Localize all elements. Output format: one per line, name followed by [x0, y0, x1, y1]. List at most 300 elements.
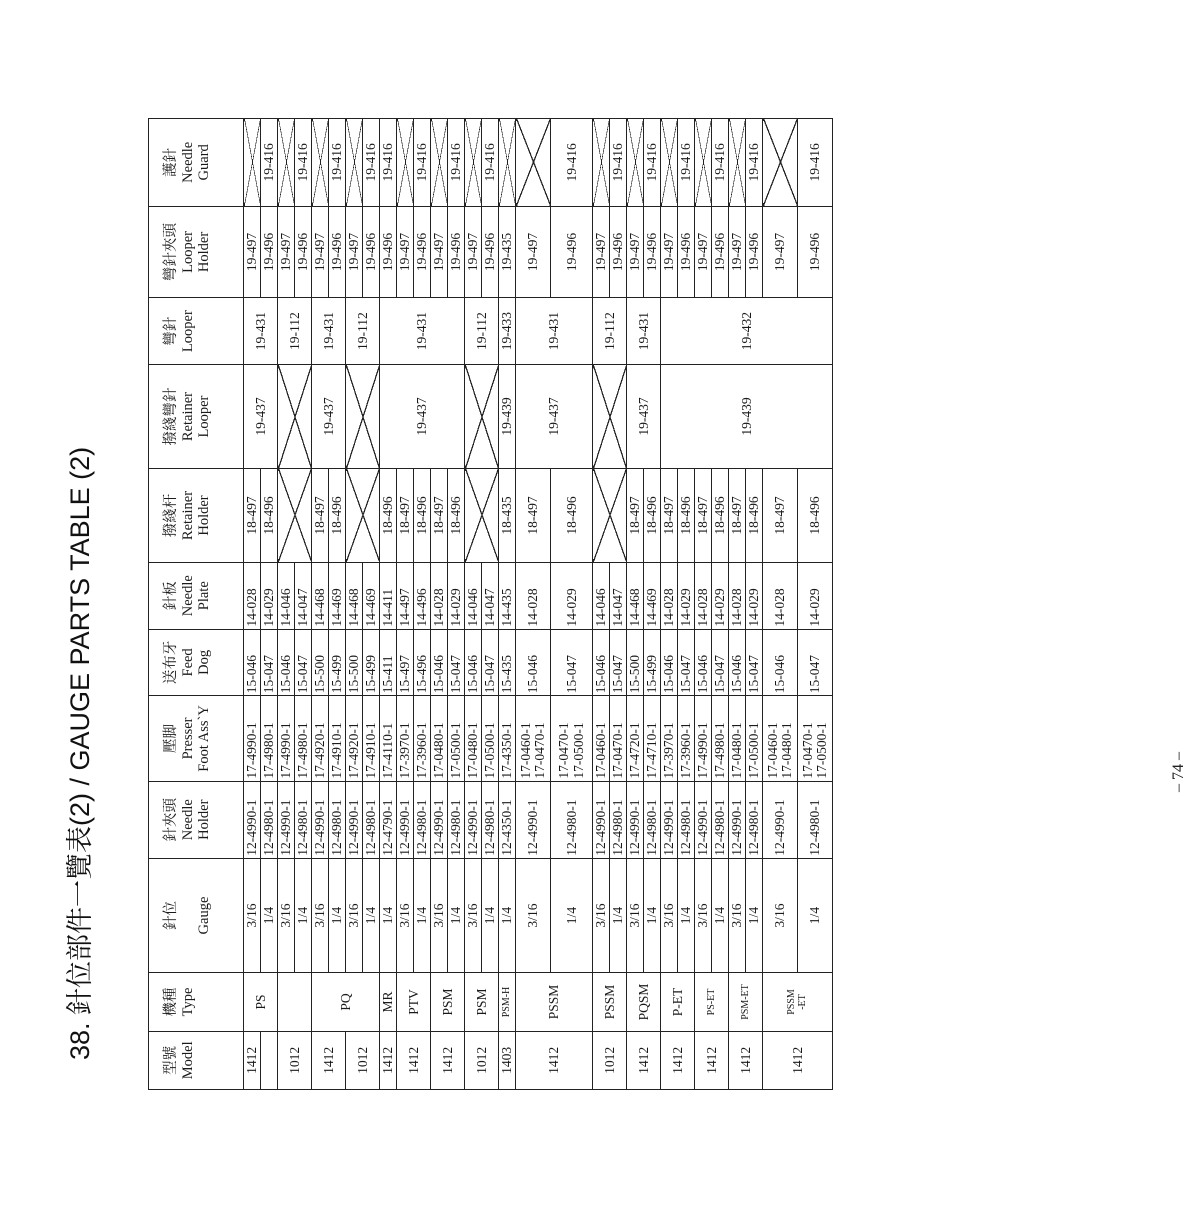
cell-gauge: 1/4 — [482, 858, 499, 973]
cell-looper: 19-431 — [516, 298, 593, 365]
cell-looper: 19-431 — [244, 298, 278, 365]
cell-presser-foot: 17-4920-1 — [312, 696, 329, 781]
cell-retainer-holder: 18-497 — [661, 469, 678, 563]
cell-feed-dog: 15-047 — [798, 629, 833, 696]
cell-needle-guard — [465, 119, 482, 207]
cell-feed-dog: 15-046 — [729, 629, 746, 696]
cell-presser-foot: 17-4980-1 — [295, 696, 312, 781]
cell-looper-holder: 19-496 — [380, 206, 397, 298]
cell-gauge: 3/16 — [593, 858, 610, 973]
cell-looper-holder: 19-496 — [644, 206, 661, 298]
table-row — [695, 119, 712, 1090]
cell-type: PSM — [431, 973, 465, 1031]
cell-feed-dog: 15-497 — [397, 629, 414, 696]
cell-looper-holder: 19-496 — [448, 206, 465, 298]
cell-retainer-looper: 19-437 — [244, 364, 278, 468]
cell-feed-dog: 15-499 — [644, 629, 661, 696]
cell-looper-holder: 19-497 — [661, 206, 678, 298]
cell-needle-holder: 12-4990-1 — [695, 781, 712, 858]
cell-needle-guard: 19-416 — [644, 119, 661, 207]
cell-presser-foot: 17-0470-1 17-0500-1 — [551, 696, 593, 781]
cell-type: PSSM — [516, 973, 593, 1031]
table-row — [551, 119, 593, 1090]
cell-presser-foot: 17-4980-1 — [712, 696, 729, 781]
cell-needle-guard — [431, 119, 448, 207]
cell-gauge: 3/16 — [627, 858, 644, 973]
cell-needle-guard — [729, 119, 746, 207]
cell-type: PSM-H — [499, 973, 516, 1031]
cell-retainer-looper: 19-437 — [380, 364, 465, 468]
cell-needle-plate: 14-029 — [746, 562, 763, 629]
cell-presser-foot: 17-4910-1 — [329, 696, 346, 781]
cell-needle-holder: 12-4980-1 — [482, 781, 499, 858]
cell-model: 1012 — [593, 1031, 627, 1089]
cell-retainer-looper — [346, 364, 380, 468]
cell-needle-plate: 14-468 — [627, 562, 644, 629]
cell-feed-dog: 15-046 — [244, 629, 261, 696]
table-row — [465, 119, 482, 1090]
cell-retainer-looper — [278, 364, 312, 468]
cell-gauge: 3/16 — [244, 858, 261, 973]
cell-feed-dog: 15-046 — [278, 629, 295, 696]
cell-needle-guard — [516, 119, 551, 207]
cell-feed-dog: 15-046 — [431, 629, 448, 696]
table-row — [610, 119, 627, 1090]
header-looper-holder: 彎針夾頭 Looper Holder — [149, 206, 244, 298]
cell-gauge: 1/4 — [499, 858, 516, 973]
cell-needle-holder: 12-4980-1 — [363, 781, 380, 858]
cell-needle-guard — [244, 119, 261, 207]
cell-needle-plate: 14-469 — [644, 562, 661, 629]
cell-gauge: 1/4 — [712, 858, 729, 973]
cell-presser-foot: 17-4710-1 — [644, 696, 661, 781]
cell-looper-holder: 19-496 — [610, 206, 627, 298]
cell-gauge: 3/16 — [661, 858, 678, 973]
cell-needle-plate: 14-028 — [431, 562, 448, 629]
cell-retainer-looper: 19-437 — [627, 364, 661, 468]
cell-needle-plate: 14-028 — [695, 562, 712, 629]
cell-needle-holder: 12-4990-1 — [431, 781, 448, 858]
cell-looper-holder: 19-497 — [346, 206, 363, 298]
cell-needle-guard — [627, 119, 644, 207]
cell-needle-holder: 12-4980-1 — [644, 781, 661, 858]
cell-model: 1012 — [465, 1031, 499, 1089]
cell-needle-holder: 12-4990-1 — [627, 781, 644, 858]
cell-needle-plate: 14-028 — [516, 562, 551, 629]
cell-retainer-holder: 18-497 — [729, 469, 746, 563]
cell-looper: 19-431 — [380, 298, 465, 365]
cell-looper-holder: 19-496 — [712, 206, 729, 298]
cell-gauge: 3/16 — [346, 858, 363, 973]
header-needle-holder: 針夾頭 Needle Holder — [149, 781, 244, 858]
cell-needle-guard: 19-416 — [448, 119, 465, 207]
cell-model: 1012 — [346, 1031, 380, 1089]
cell-feed-dog: 15-046 — [593, 629, 610, 696]
cell-retainer-holder: 18-496 — [329, 469, 346, 563]
cell-type: MR — [380, 973, 397, 1031]
cell-type: PS — [244, 973, 278, 1031]
cell-needle-holder: 12-4980-1 — [261, 781, 278, 858]
cell-gauge: 1/4 — [644, 858, 661, 973]
cell-gauge: 1/4 — [678, 858, 695, 973]
cell-needle-plate: 14-029 — [712, 562, 729, 629]
cell-needle-plate: 14-047 — [295, 562, 312, 629]
cell-model: 1412 — [244, 1031, 261, 1089]
cell-feed-dog: 15-047 — [482, 629, 499, 696]
cell-presser-foot: 17-0460-1 17-0470-1 — [516, 696, 551, 781]
cell-needle-plate: 14-411 — [380, 562, 397, 629]
cell-gauge: 3/16 — [695, 858, 712, 973]
table-row — [763, 119, 798, 1090]
cell-presser-foot: 17-4980-1 — [261, 696, 278, 781]
cell-looper-holder: 19-496 — [746, 206, 763, 298]
cell-presser-foot: 17-3960-1 — [678, 696, 695, 781]
cell-type: PS-ET — [695, 973, 729, 1031]
header-retainer-looper: 撥綫彎針 Retainer Looper — [149, 364, 244, 468]
cell-model: 1412 — [516, 1031, 593, 1089]
cell-gauge: 3/16 — [431, 858, 448, 973]
cell-feed-dog: 15-411 — [380, 629, 397, 696]
cell-model: 1412 — [397, 1031, 431, 1089]
table-row — [397, 119, 414, 1090]
cell-feed-dog: 15-435 — [499, 629, 516, 696]
cell-feed-dog: 15-047 — [448, 629, 465, 696]
table-row — [627, 119, 644, 1090]
cell-retainer-holder: 18-496 — [678, 469, 695, 563]
cell-retainer-holder: 18-496 — [798, 469, 833, 563]
cell-looper: 19-431 — [312, 298, 346, 365]
cell-needle-plate: 14-029 — [448, 562, 465, 629]
cell-needle-holder: 12-4990-1 — [397, 781, 414, 858]
cell-needle-plate: 14-028 — [763, 562, 798, 629]
cell-type: PSM-ET — [729, 973, 763, 1031]
cell-needle-holder: 12-4990-1 — [244, 781, 261, 858]
cell-needle-guard — [312, 119, 329, 207]
cell-feed-dog: 15-500 — [627, 629, 644, 696]
cell-feed-dog: 15-499 — [363, 629, 380, 696]
table-row — [482, 119, 499, 1090]
cell-looper: 19-112 — [465, 298, 499, 365]
cell-retainer-holder: 18-496 — [414, 469, 431, 563]
cell-looper-holder: 19-497 — [244, 206, 261, 298]
table-row — [661, 119, 678, 1090]
cell-retainer-looper: 19-439 — [661, 364, 833, 468]
cell-model: 1412 — [661, 1031, 695, 1089]
cell-retainer-holder: 18-497 — [627, 469, 644, 563]
header-presser-foot: 壓脚 Presser Foot Ass`Y — [149, 696, 244, 781]
cell-looper-holder: 19-496 — [363, 206, 380, 298]
cell-needle-holder: 12-4990-1 — [312, 781, 329, 858]
cell-feed-dog: 15-500 — [346, 629, 363, 696]
cell-retainer-holder: 18-497 — [397, 469, 414, 563]
cell-needle-guard: 19-416 — [551, 119, 593, 207]
cell-looper: 19-112 — [278, 298, 312, 365]
cell-gauge: 1/4 — [295, 858, 312, 973]
cell-needle-guard — [278, 119, 295, 207]
cell-gauge: 3/16 — [729, 858, 746, 973]
cell-gauge: 1/4 — [610, 858, 627, 973]
header-row — [149, 119, 244, 1090]
cell-feed-dog: 15-046 — [695, 629, 712, 696]
cell-looper: 19-112 — [593, 298, 627, 365]
cell-needle-holder: 12-4980-1 — [448, 781, 465, 858]
cell-needle-holder: 12-4980-1 — [551, 781, 593, 858]
cell-needle-holder: 12-4350-1 — [499, 781, 516, 858]
cell-presser-foot: 17-4990-1 — [278, 696, 295, 781]
cell-looper-holder: 19-497 — [516, 206, 551, 298]
cell-presser-foot: 17-4990-1 — [695, 696, 712, 781]
header-retainer-holder: 撥綫杆 Retainer Holder — [149, 469, 244, 563]
cell-presser-foot: 17-0460-1 — [593, 696, 610, 781]
cell-gauge: 3/16 — [312, 858, 329, 973]
cell-type: PSSM — [593, 973, 627, 1031]
cell-needle-plate: 14-029 — [798, 562, 833, 629]
table-row — [499, 119, 516, 1090]
cell-needle-guard: 19-416 — [329, 119, 346, 207]
table-row — [346, 119, 363, 1090]
table-row — [414, 119, 431, 1090]
cell-model: 1412 — [312, 1031, 346, 1089]
cell-retainer-holder: 18-496 — [644, 469, 661, 563]
cell-needle-plate: 14-046 — [593, 562, 610, 629]
table-row — [244, 119, 261, 1090]
cell-presser-foot: 17-0500-1 — [448, 696, 465, 781]
header-type: 機種 Type — [149, 973, 244, 1031]
cell-retainer-holder: 18-497 — [431, 469, 448, 563]
table-row — [380, 119, 397, 1090]
page-number: – 74 – — [1170, 752, 1187, 792]
header-needle-plate: 針板 Needle Plate — [149, 562, 244, 629]
cell-needle-guard — [397, 119, 414, 207]
cell-feed-dog: 15-046 — [516, 629, 551, 696]
cell-needle-holder: 12-4990-1 — [465, 781, 482, 858]
cell-needle-plate: 14-497 — [397, 562, 414, 629]
table-row — [798, 119, 833, 1090]
table-row — [295, 119, 312, 1090]
cell-model: 1012 — [278, 1031, 312, 1089]
table-row — [712, 119, 729, 1090]
gauge-parts-table — [148, 118, 833, 1090]
cell-needle-plate: 14-029 — [678, 562, 695, 629]
cell-gauge: 3/16 — [763, 858, 798, 973]
cell-looper-holder: 19-497 — [312, 206, 329, 298]
cell-gauge: 1/4 — [551, 858, 593, 973]
table-row — [729, 119, 746, 1090]
cell-retainer-holder: 18-496 — [380, 469, 397, 563]
cell-looper-holder: 19-496 — [414, 206, 431, 298]
cell-looper-holder: 19-497 — [729, 206, 746, 298]
table-row — [448, 119, 465, 1090]
cell-needle-plate: 14-047 — [482, 562, 499, 629]
cell-needle-plate: 14-047 — [610, 562, 627, 629]
cell-looper-holder: 19-435 — [499, 206, 516, 298]
cell-type: PTV — [397, 973, 431, 1031]
cell-presser-foot: 17-3970-1 — [397, 696, 414, 781]
cell-retainer-holder: 18-496 — [712, 469, 729, 563]
cell-needle-holder: 12-4980-1 — [329, 781, 346, 858]
table-row — [644, 119, 661, 1090]
cell-presser-foot: 17-0480-1 — [465, 696, 482, 781]
cell-needle-guard: 19-416 — [261, 119, 278, 207]
cell-needle-plate: 14-469 — [329, 562, 346, 629]
cell-gauge: 1/4 — [329, 858, 346, 973]
cell-presser-foot: 17-4990-1 — [244, 696, 261, 781]
table-row — [363, 119, 380, 1090]
cell-type: PSSM -ET — [763, 973, 833, 1031]
cell-retainer-looper: 19-439 — [499, 364, 516, 468]
cell-gauge: 3/16 — [465, 858, 482, 973]
cell-retainer-holder: 18-497 — [312, 469, 329, 563]
cell-needle-plate: 14-028 — [244, 562, 261, 629]
cell-looper-holder: 19-496 — [261, 206, 278, 298]
cell-presser-foot: 17-4350-1 — [499, 696, 516, 781]
cell-needle-guard: 19-416 — [380, 119, 397, 207]
cell-retainer-holder — [346, 469, 380, 563]
cell-type: PQSM — [627, 973, 661, 1031]
cell-needle-guard: 19-416 — [363, 119, 380, 207]
cell-needle-guard: 19-416 — [798, 119, 833, 207]
cell-looper-holder: 19-497 — [695, 206, 712, 298]
cell-needle-holder: 12-4980-1 — [712, 781, 729, 858]
header-looper: 彎針 Looper — [149, 298, 244, 365]
cell-model: 1412 — [380, 1031, 397, 1089]
cell-needle-guard: 19-416 — [295, 119, 312, 207]
cell-looper-holder: 19-497 — [593, 206, 610, 298]
table-row — [278, 119, 295, 1090]
cell-retainer-looper — [593, 364, 627, 468]
cell-feed-dog: 15-496 — [414, 629, 431, 696]
cell-looper-holder: 19-497 — [397, 206, 414, 298]
cell-retainer-holder: 18-497 — [763, 469, 798, 563]
cell-type: PSM — [465, 973, 499, 1031]
cell-needle-holder: 12-4980-1 — [678, 781, 695, 858]
cell-feed-dog: 15-047 — [551, 629, 593, 696]
cell-presser-foot: 17-4110-1 — [380, 696, 397, 781]
cell-type: P-ET — [661, 973, 695, 1031]
cell-type: PQ — [312, 973, 380, 1031]
header-feed-dog: 送布牙 Feed Dog — [149, 629, 244, 696]
cell-model: 1403 — [499, 1031, 516, 1089]
cell-needle-plate: 14-029 — [261, 562, 278, 629]
cell-looper-holder: 19-496 — [482, 206, 499, 298]
cell-needle-guard: 19-416 — [610, 119, 627, 207]
cell-looper-holder: 19-496 — [551, 206, 593, 298]
table-row — [431, 119, 448, 1090]
cell-looper-holder: 19-497 — [465, 206, 482, 298]
cell-presser-foot: 17-4720-1 — [627, 696, 644, 781]
header-gauge: 針位 Gauge — [149, 858, 244, 973]
cell-gauge: 1/4 — [261, 858, 278, 973]
cell-needle-holder: 12-4990-1 — [346, 781, 363, 858]
cell-model: 1412 — [431, 1031, 465, 1089]
cell-needle-guard: 19-416 — [746, 119, 763, 207]
cell-gauge: 3/16 — [516, 858, 551, 973]
cell-looper: 19-431 — [627, 298, 661, 365]
cell-needle-plate: 14-028 — [729, 562, 746, 629]
cell-gauge: 3/16 — [278, 858, 295, 973]
cell-feed-dog: 15-046 — [465, 629, 482, 696]
table-row — [516, 119, 551, 1090]
cell-needle-guard: 19-416 — [482, 119, 499, 207]
cell-gauge: 1/4 — [746, 858, 763, 973]
cell-needle-holder: 12-4990-1 — [661, 781, 678, 858]
cell-presser-foot: 17-0470-1 17-0500-1 — [798, 696, 833, 781]
cell-model: 1412 — [695, 1031, 729, 1089]
cell-looper-holder: 19-496 — [798, 206, 833, 298]
cell-presser-foot: 17-3960-1 — [414, 696, 431, 781]
cell-gauge: 1/4 — [448, 858, 465, 973]
cell-retainer-holder — [278, 469, 312, 563]
cell-retainer-holder: 18-496 — [551, 469, 593, 563]
cell-retainer-holder — [465, 469, 499, 563]
cell-presser-foot: 17-0500-1 — [746, 696, 763, 781]
cell-looper-holder: 19-497 — [278, 206, 295, 298]
cell-presser-foot: 17-0480-1 — [729, 696, 746, 781]
cell-retainer-holder — [593, 469, 627, 563]
cell-needle-guard: 19-416 — [678, 119, 695, 207]
cell-gauge: 1/4 — [414, 858, 431, 973]
cell-feed-dog: 15-047 — [746, 629, 763, 696]
table-row — [261, 119, 278, 1090]
cell-needle-plate: 14-468 — [312, 562, 329, 629]
cell-presser-foot: 17-0500-1 — [482, 696, 499, 781]
cell-looper-holder: 19-496 — [295, 206, 312, 298]
cell-model: 1412 — [729, 1031, 763, 1089]
table-row — [746, 119, 763, 1090]
cell-presser-foot: 17-0480-1 — [431, 696, 448, 781]
cell-presser-foot: 17-3970-1 — [661, 696, 678, 781]
cell-feed-dog: 15-046 — [763, 629, 798, 696]
cell-feed-dog: 15-047 — [610, 629, 627, 696]
cell-retainer-holder: 18-497 — [244, 469, 261, 563]
cell-needle-plate: 14-435 — [499, 562, 516, 629]
cell-gauge: 3/16 — [397, 858, 414, 973]
cell-needle-holder: 12-4990-1 — [729, 781, 746, 858]
cell-needle-holder: 12-4980-1 — [295, 781, 312, 858]
cell-needle-holder: 12-4990-1 — [593, 781, 610, 858]
table-row — [312, 119, 329, 1090]
cell-needle-plate: 14-046 — [278, 562, 295, 629]
table-row — [593, 119, 610, 1090]
cell-retainer-looper — [465, 364, 499, 468]
cell-retainer-holder: 18-496 — [448, 469, 465, 563]
cell-needle-plate: 14-029 — [551, 562, 593, 629]
cell-needle-holder: 12-4980-1 — [746, 781, 763, 858]
cell-needle-guard — [763, 119, 798, 207]
cell-feed-dog: 15-500 — [312, 629, 329, 696]
cell-feed-dog: 15-047 — [261, 629, 278, 696]
cell-needle-plate: 14-468 — [346, 562, 363, 629]
cell-needle-guard: 19-416 — [712, 119, 729, 207]
cell-looper: 19-112 — [346, 298, 380, 365]
cell-retainer-holder: 18-497 — [695, 469, 712, 563]
cell-gauge: 1/4 — [363, 858, 380, 973]
table-row — [678, 119, 695, 1090]
cell-presser-foot: 17-4920-1 — [346, 696, 363, 781]
cell-needle-guard — [499, 119, 516, 207]
cell-needle-guard — [346, 119, 363, 207]
cell-retainer-holder: 18-496 — [261, 469, 278, 563]
cell-looper: 19-432 — [661, 298, 833, 365]
cell-needle-holder: 12-4990-1 — [763, 781, 798, 858]
cell-feed-dog: 15-046 — [661, 629, 678, 696]
cell-needle-plate: 14-046 — [465, 562, 482, 629]
cell-looper-holder: 19-497 — [431, 206, 448, 298]
cell-feed-dog: 15-047 — [295, 629, 312, 696]
cell-needle-holder: 12-4980-1 — [798, 781, 833, 858]
cell-presser-foot: 17-0470-1 — [610, 696, 627, 781]
cell-feed-dog: 15-047 — [712, 629, 729, 696]
